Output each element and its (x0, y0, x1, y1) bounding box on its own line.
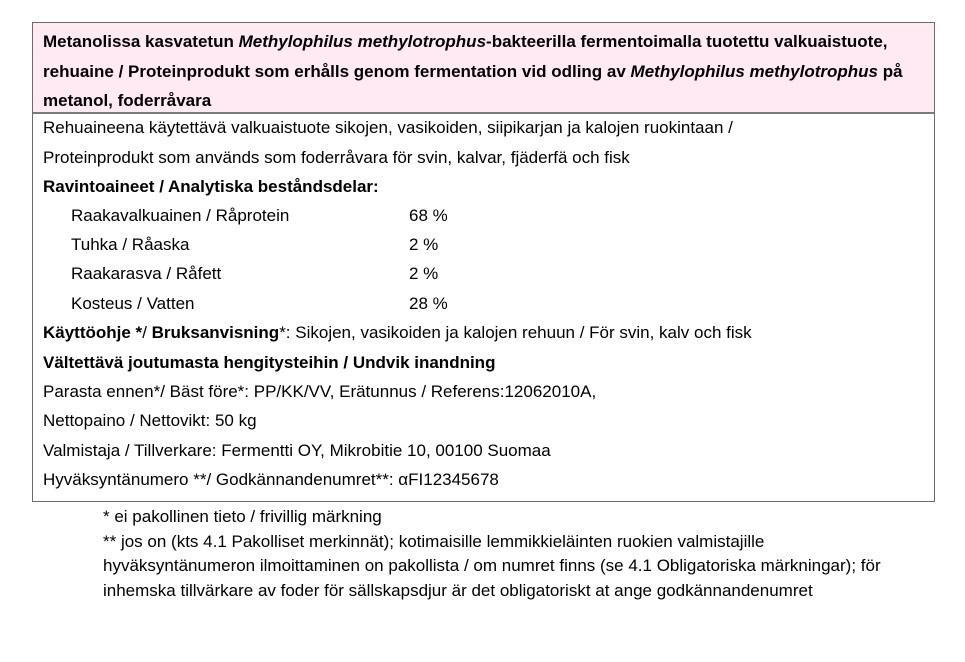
nutrient-name: Kosteus / Vatten (71, 294, 195, 313)
title-part-2: -bakteerilla fermentoimalla tuotettu valkuaistuote, rehuaine / Proteinprodukt som erhålls genom fermentation vid odling av (43, 32, 888, 81)
approval-number-line: Hyväksyntänumero **/ Godkännandenumret**: αFI12345678 (43, 470, 499, 489)
title-part-1: Metanolissa kasvatetun (43, 32, 239, 51)
manufacturer-line: Valmistaja / Tillverkare: Fermentti OY, Mikrobitie 10, 00100 Suomaa (43, 441, 551, 460)
nutrient-value: 2 % (409, 264, 439, 283)
net-weight-line: Nettopaino / Nettovikt: 50 kg (43, 411, 257, 430)
nutrient-value: 2 % (409, 235, 439, 254)
usage-separator: / (142, 323, 152, 342)
description-line-1: Rehuaineena käytettävä valkuaistuote sikojen, vasikoiden, siipikarjan ja kalojen ruokintaan / (43, 118, 733, 137)
usage-instructions (43, 321, 752, 345)
feed-label-box (32, 22, 935, 502)
nutrient-value: 28 % (409, 294, 448, 313)
title-part-3: på metanol, foderråvara (43, 61, 903, 110)
footnote-approval: ** jos on (kts 4.1 Pakolliset merkinnät); kotimaisille lemmikkieläinten ruokien valmistajille hyväksyntänumeron ilmoittaminen on pakollista / om numret finns (se 4.1 Obligatoriska märkningar); för inhemska tillvärkare av foder för sällskapsdjur är det obligatoriskt at ange godkännandenumret (103, 531, 881, 600)
species-name-2: Methylophilus methylotrophus (630, 61, 878, 81)
nutrient-row (43, 292, 543, 316)
nutrient-value: 68 % (409, 206, 448, 225)
footnotes (103, 505, 903, 603)
nutrient-name: Raakarasva / Råfett (71, 264, 222, 283)
nutrients-heading: Ravintoaineet / Analytiska beståndsdelar: (43, 177, 379, 196)
usage-label-fi: Käyttöohje * (43, 323, 143, 342)
inhalation-warning: Vältettävä joutumasta hengitysteihin / Undvik inandning (43, 353, 496, 372)
species-name-1: Methylophilus methylotrophus (238, 32, 487, 51)
nutrient-name: Tuhka / Råaska (71, 235, 190, 254)
nutrient-row (43, 204, 543, 228)
usage-text: *: Sikojen, vasikoiden ja kalojen rehuun / För svin, kalv och fisk (279, 323, 752, 342)
best-before-line: Parasta ennen*/ Bäst före*: PP/KK/VV, Erätunnus / Referens:12062010A, (43, 382, 597, 401)
nutrient-row (43, 233, 543, 257)
nutrient-name: Raakavalkuainen / Råprotein (71, 206, 290, 225)
footnote-optional: * ei pakollinen tieto / frivillig märkning (103, 507, 382, 526)
nutrient-row (43, 262, 543, 286)
usage-label-sv: Bruksanvisning (151, 323, 280, 342)
description-line-2: Proteinprodukt som används som foderråvara för svin, kalvar, fjäderfä och fisk (43, 148, 630, 167)
label-title (33, 23, 934, 114)
